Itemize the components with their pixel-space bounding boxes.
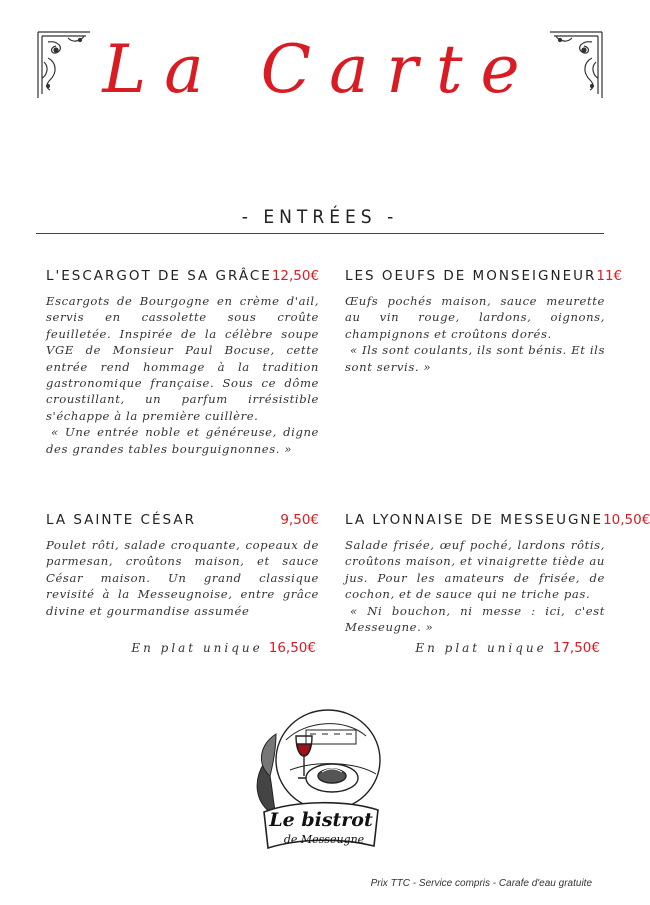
plat-unique-label: En plat unique [131,641,263,655]
plat-unique-price: 17,50€ [552,640,600,656]
dish-header [345,512,650,528]
bistrot-logo [246,700,394,856]
plat-unique [415,640,600,656]
dish-price: 11€ [596,268,623,284]
dish-name: LA LYONNAISE DE MESSEUGNE [345,512,604,528]
dish-price: 10,50€ [603,512,650,528]
dish-quote: « Ni bouchon, ni messe : ici, c'est Messeugne. » [345,603,605,635]
section-divider [36,233,604,234]
logo-text-line2: de Messeugne [283,833,365,846]
dish-description: Salade frisée, œuf poché, lardons rôtis, croûtons maison, et vinaigrette tiède au jus. Pour les amateurs de frisée, de cochon, et de sauce qui ne triche pas. [345,538,605,602]
dish-header [46,512,319,528]
dish-card [345,268,623,375]
dish-description: Escargots de Bourgogne en crème d'ail, servis en cassolette sous croûte feuilletée. Inspirée de la célèbre soupe VGE de Monsieur Paul Bocuse, cette entrée rend hommage à la tradition gastronomique française. Sous ce dôme croustillant, un parfum irrésistible s'échappe à la première cuillère. [46,294,319,423]
dish-description: Œufs pochés maison, sauce meurette au vin rouge, lardons, oignons, champignons et croûtons dorés. [345,294,605,341]
dish-price: 12,50€ [271,268,320,284]
plat-unique-label: En plat unique [415,641,547,655]
dish-card [46,268,319,457]
plat-unique-price: 16,50€ [268,640,316,656]
dish-quote: « Une entrée noble et généreuse, digne des grandes tables bourguignonnes. » [46,425,319,456]
page-title: La Carte [102,31,538,108]
dish-description: Poulet rôti, salade croquante, copeaux de parmesan, croûtons maison, et sauce César maison. Un grand classique revisité à la Messeugnoise, entre grâce divine et gourmandise assumée [46,538,319,618]
dish-name: L'ESCARGOT DE SA GRÂCE [46,268,272,284]
dish-card [46,512,319,619]
footer-note: Prix TTC - Service compris - Carafe d'eau gratuite [370,878,592,889]
dish-price: 9,50€ [280,512,319,528]
dish-card [345,512,650,635]
logo-text-line1: Le bistrot [269,809,373,831]
dish-name: LES OEUFS DE MONSEIGNEUR [345,268,597,284]
section-title: - ENTRÉES - [241,206,399,228]
dish-quote: « Ils sont coulants, ils sont bénis. Et ils sont servis. » [345,343,605,374]
dish-header [46,268,319,284]
dish-header [345,268,623,284]
plat-unique [131,640,316,656]
dish-name: LA SAINTE CÉSAR [46,512,196,528]
